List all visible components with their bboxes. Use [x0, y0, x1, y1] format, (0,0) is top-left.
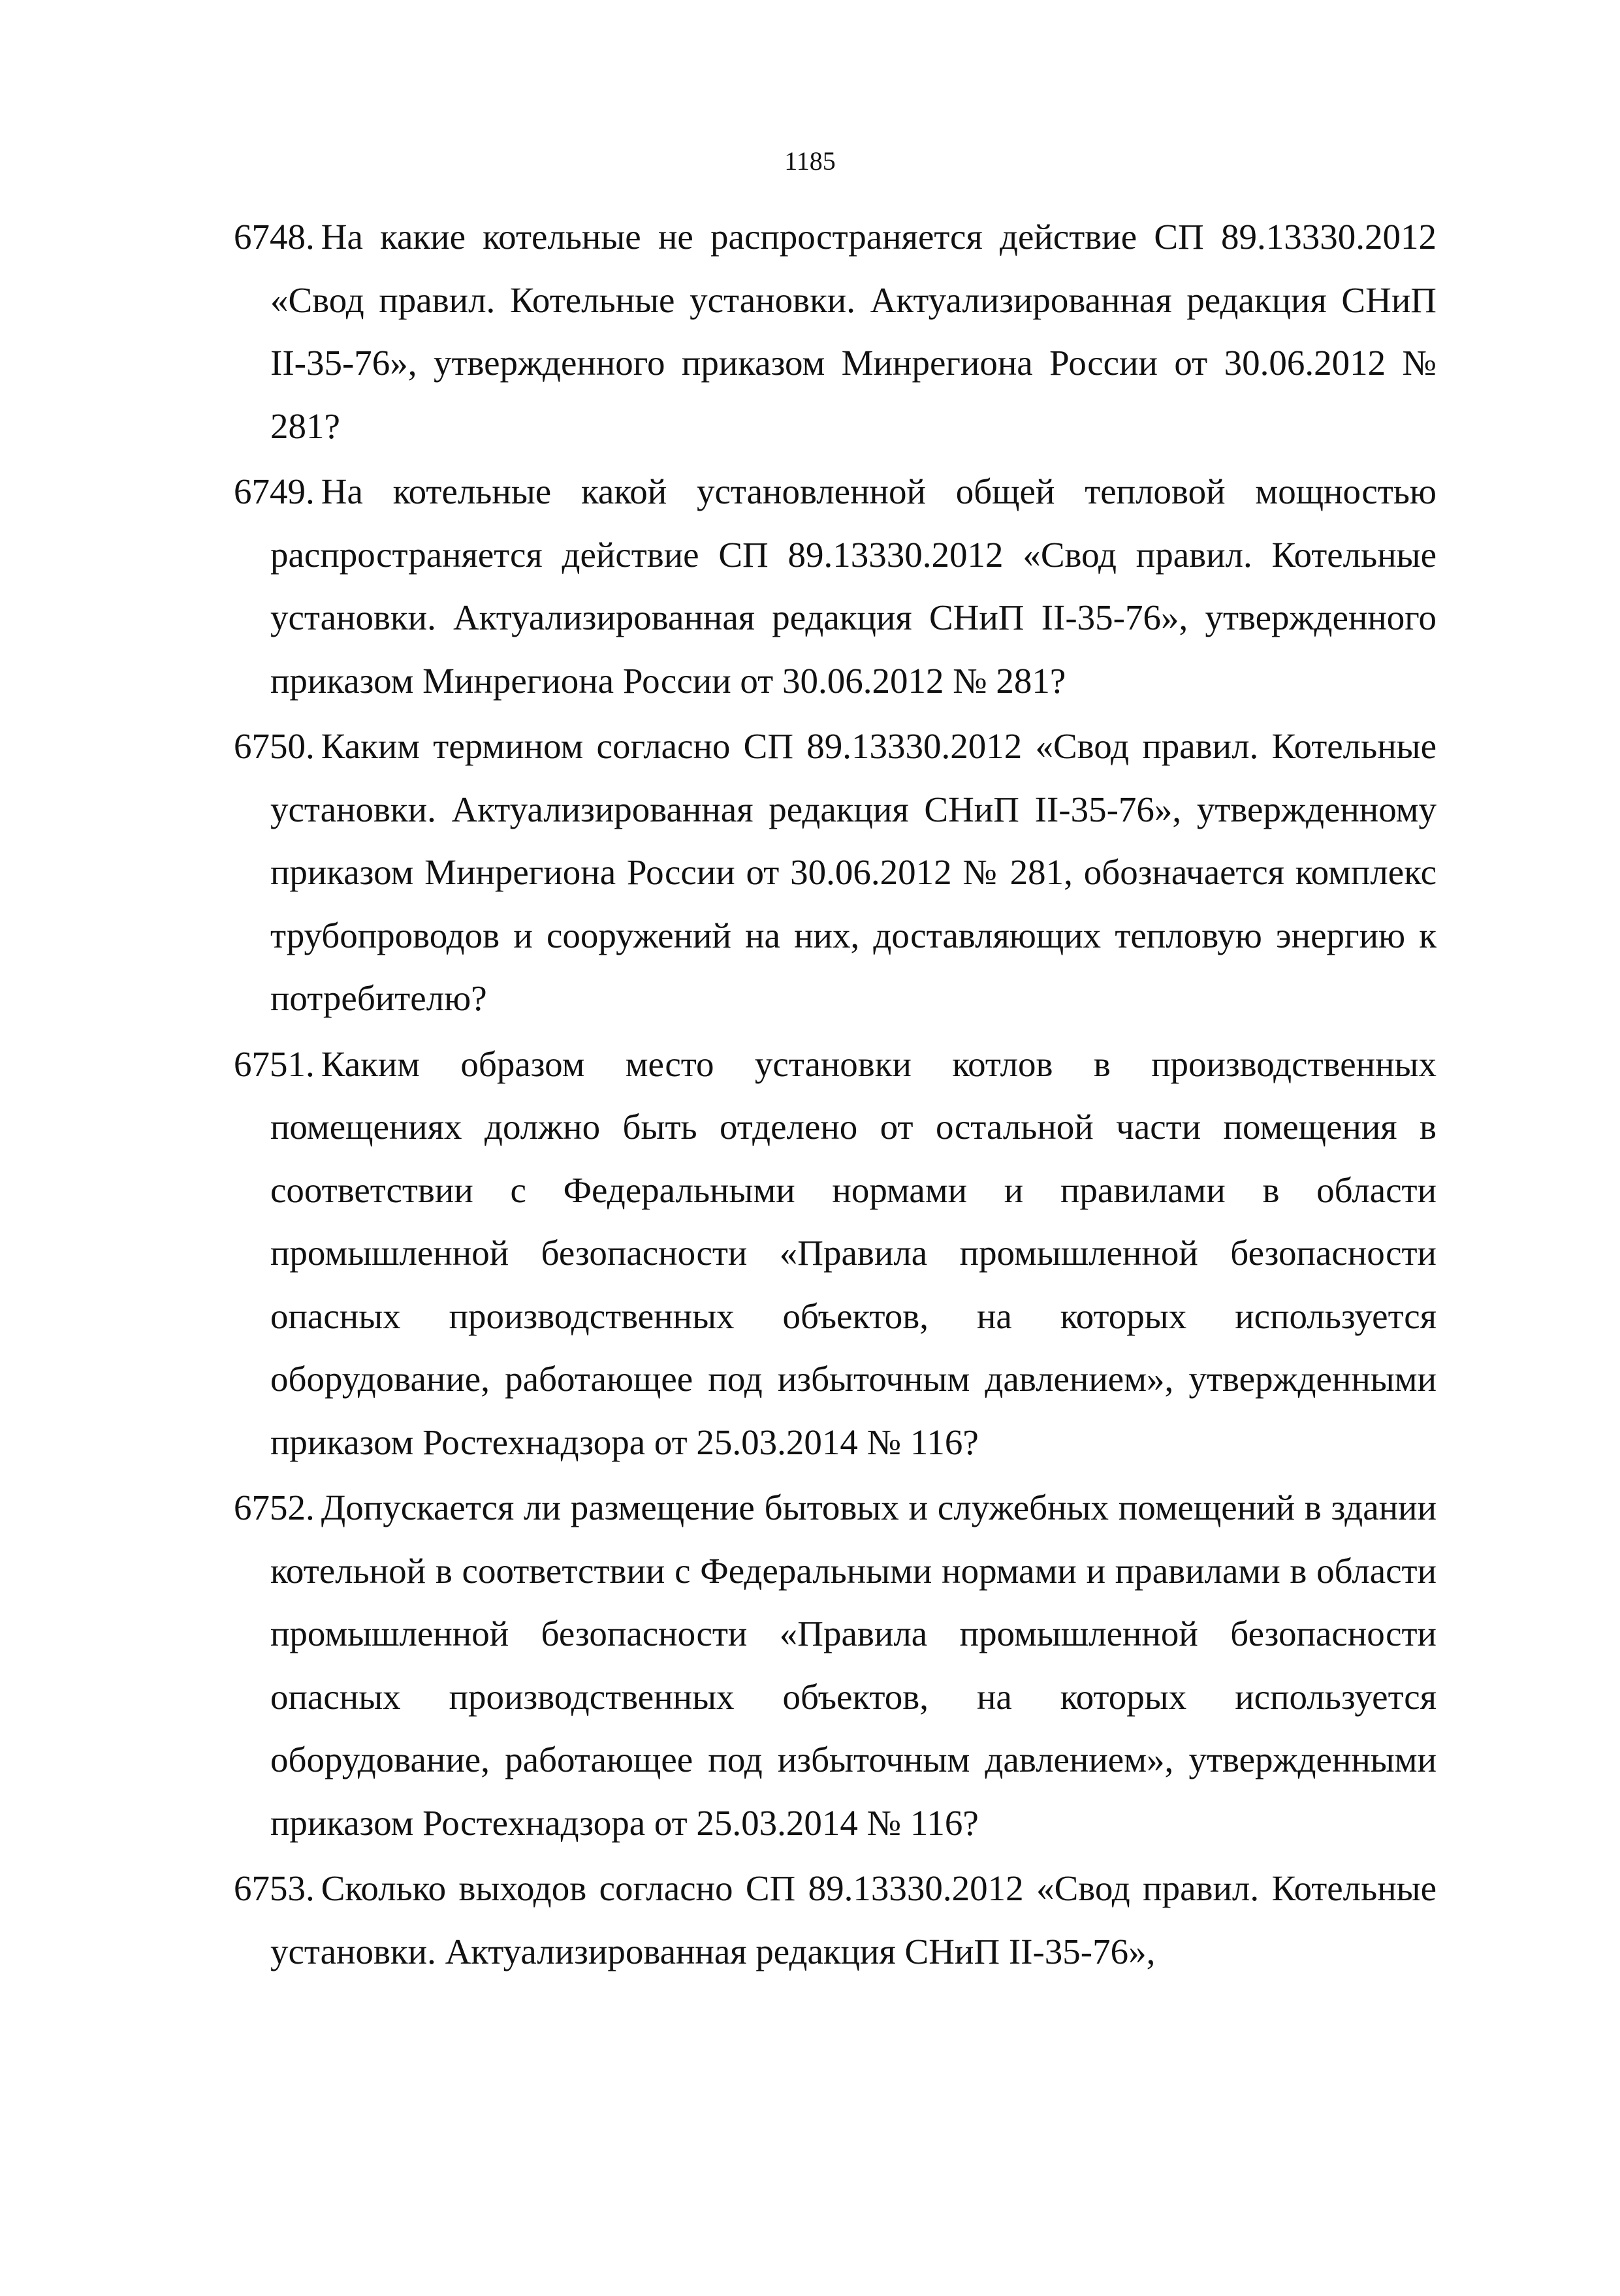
- question-text: Каким образом место установки котлов в производственных помещениях должно быть отделено от остальной части помещения в соответствии с Федеральными нормами и правилами в области промышленной безопасности «Правила промышленной безопасности опасных производственных объектов, на которых используется оборудование, работающее под избыточным давлением», утвержденными приказом Ростехнадзора от 25.03.2014 № 116?: [270, 1044, 1437, 1462]
- question-item: [234, 1033, 1437, 1475]
- question-text: Допускается ли размещение бытовых и служебных помещений в здании котельной в соответствии с Федеральными нормами и правилами в области промышленной безопасности «Правила промышленной безопасности опасных производственных объектов, на которых используется оборудование, работающее под избыточным давлением», утвержденными приказом Ростехнадзора от 25.03.2014 № 116?: [270, 1488, 1437, 1843]
- page-number: 1185: [784, 146, 836, 176]
- question-item: [234, 1476, 1437, 1855]
- question-item: [234, 1857, 1437, 1983]
- question-number: 6752.: [234, 1488, 315, 1527]
- question-text: На какие котельные не распространяется действие СП 89.13330.2012 «Свод правил. Котельные установки. Актуализированная редакция СНиП II-35-76», утвержденного приказом Минрегиона России от 30.06.2012 № 281?: [270, 217, 1437, 446]
- question-text: Сколько выходов согласно СП 89.13330.2012 «Свод правил. Котельные установки. Актуализированная редакция СНиП II-35-76»,: [270, 1868, 1437, 1971]
- question-list: [234, 206, 1437, 1986]
- question-text: Каким термином согласно СП 89.13330.2012 «Свод правил. Котельные установки. Актуализированная редакция СНиП II-35-76», утвержденному приказом Минрегиона России от 30.06.2012 № 281, обозначается комплекс трубопроводов и сооружений на них, доставляющих тепловую энергию к потребителю?: [270, 726, 1437, 1018]
- question-number: 6748.: [234, 217, 315, 257]
- question-item: [234, 206, 1437, 458]
- question-text: На котельные какой установленной общей тепловой мощностью распространяется действие СП 89.13330.2012 «Свод правил. Котельные установки. Актуализированная редакция СНиП II-35-76», утвержденного приказом Минрегиона России от 30.06.2012 № 281?: [270, 471, 1437, 701]
- question-number: 6753.: [234, 1868, 315, 1908]
- question-number: 6750.: [234, 726, 315, 766]
- question-item: [234, 715, 1437, 1030]
- question-item: [234, 460, 1437, 712]
- question-number: 6751.: [234, 1044, 315, 1084]
- question-number: 6749.: [234, 471, 315, 511]
